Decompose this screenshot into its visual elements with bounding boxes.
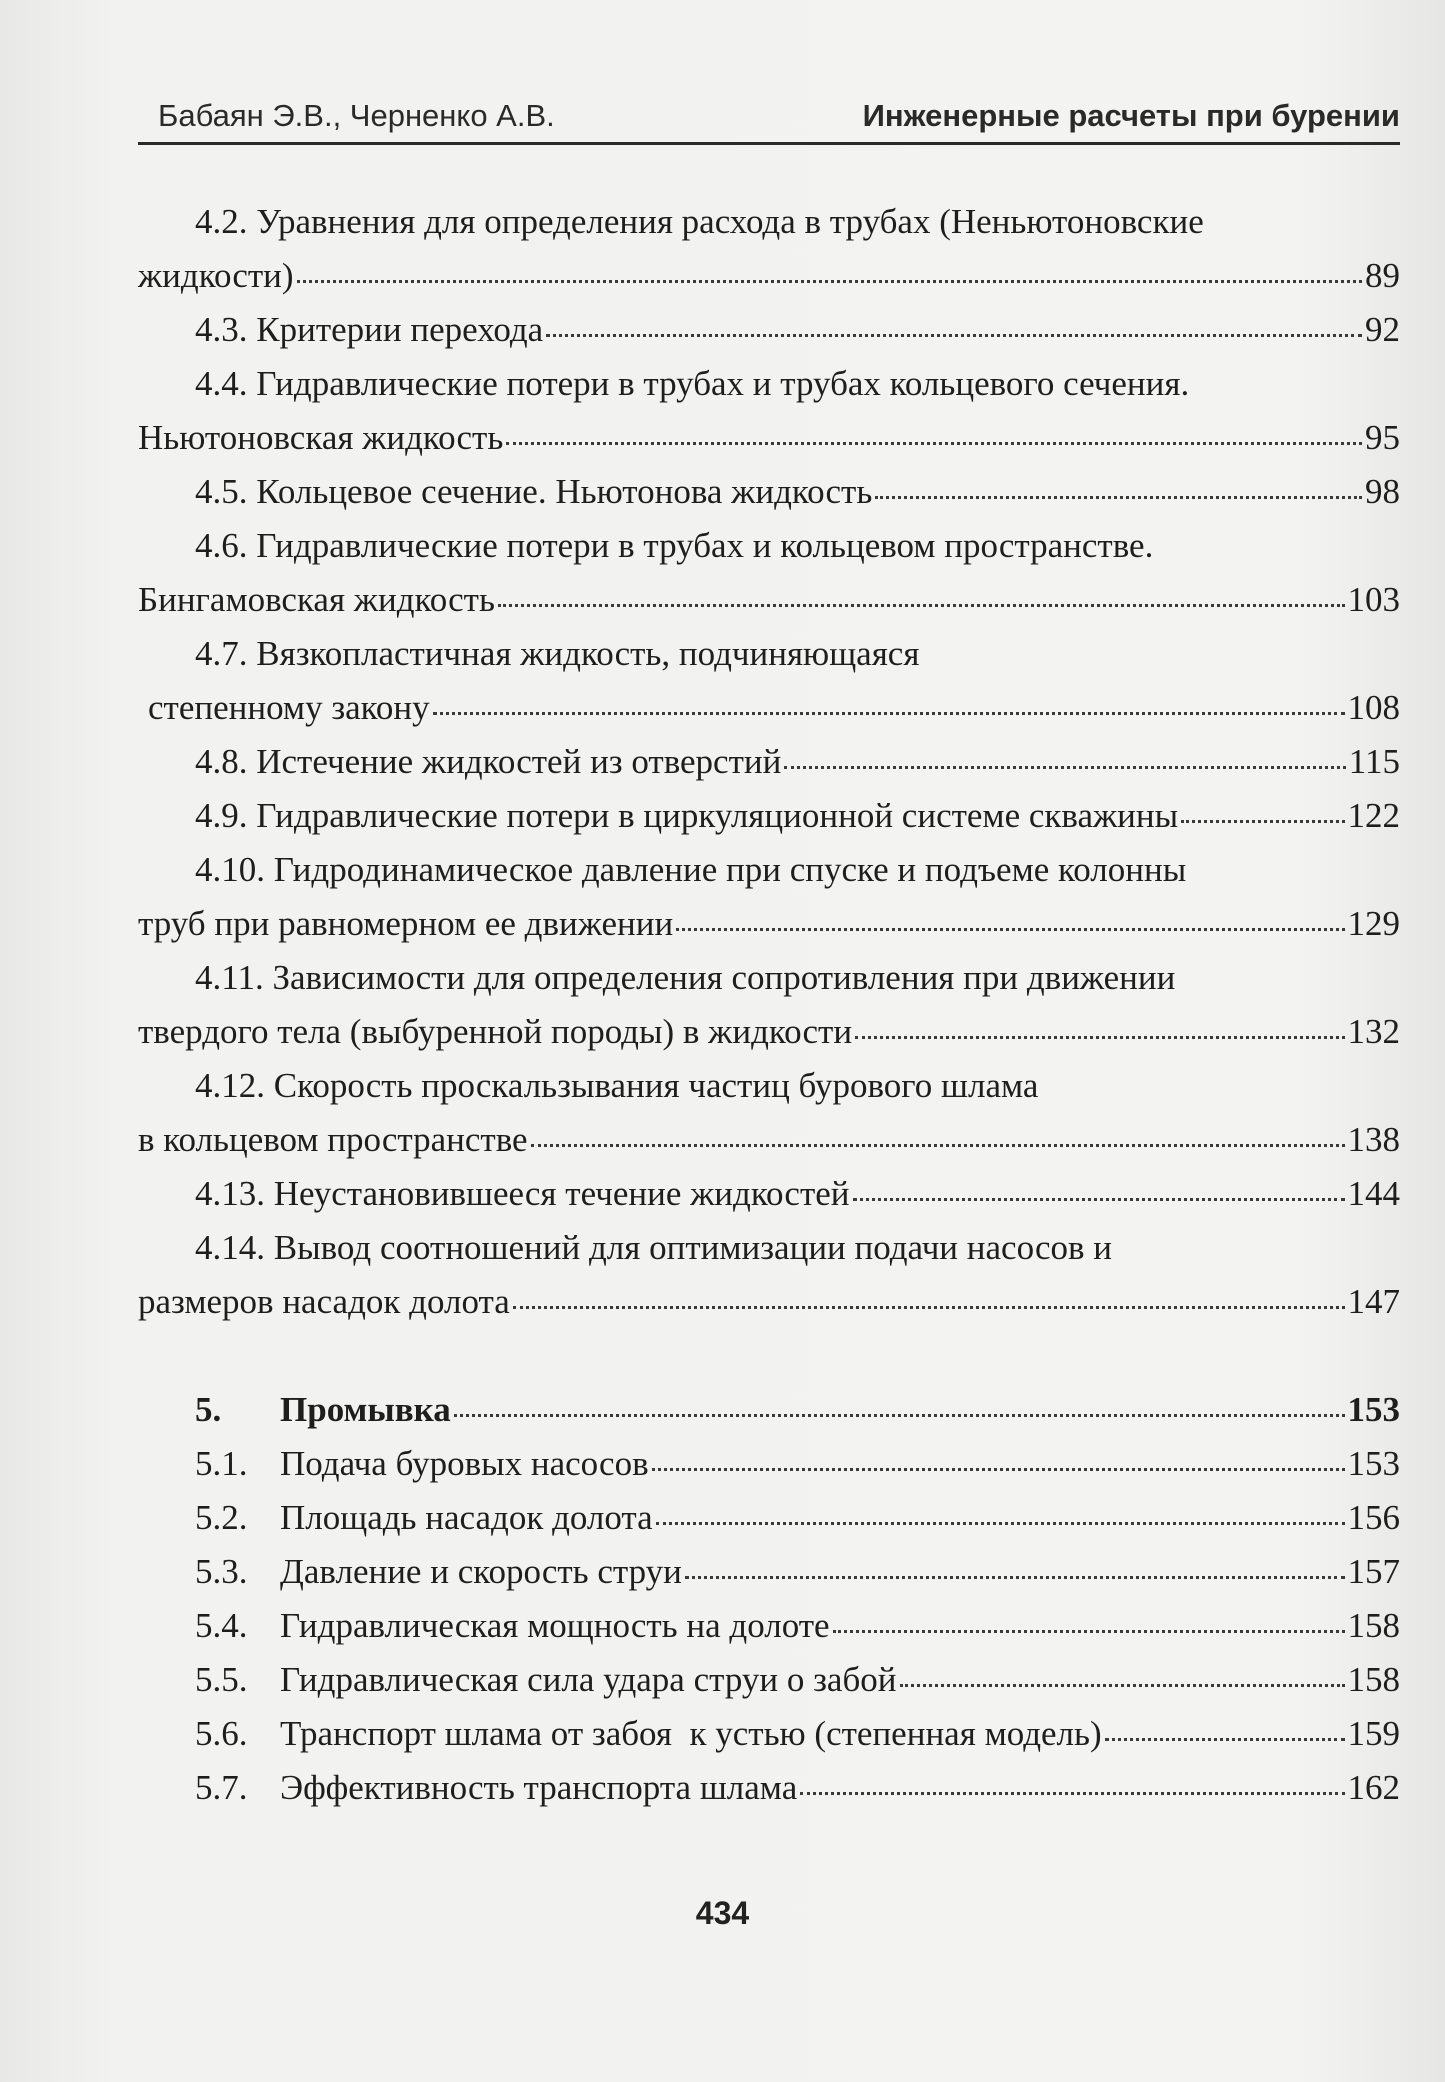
toc-page: 92 <box>1365 310 1400 349</box>
toc-entry-4-10-line1 <box>138 843 1400 897</box>
toc-title: Истечение жидкостей из отверстий <box>256 742 782 781</box>
toc-number: 5. <box>195 1390 222 1429</box>
dot-leader <box>546 334 1362 337</box>
toc-entry-4-11-line2 <box>138 1005 1400 1059</box>
toc-entry-4-8 <box>138 735 1400 789</box>
dot-leader <box>1181 820 1344 823</box>
toc-title-cont: степенному закону <box>148 688 430 727</box>
toc-page: 132 <box>1347 1012 1400 1051</box>
toc-page: 95 <box>1365 418 1400 457</box>
toc-number: 4.13. <box>195 1174 265 1213</box>
page-number: 434 <box>695 1895 750 1931</box>
toc-number: 5.2. <box>195 1498 248 1537</box>
toc-number: 4.10. <box>195 850 265 889</box>
toc-entry-5-1 <box>138 1437 1400 1491</box>
toc-number: 5.3. <box>195 1552 248 1591</box>
toc-title-cont: Ньютоновская жидкость <box>138 418 504 457</box>
toc-title-cont: в кольцевом пространстве <box>138 1120 528 1159</box>
toc-title: Гидравлические потери в трубах и трубах кольцевого сечения. <box>256 364 1190 403</box>
toc-title: Гидравлическая сила удара струи о забой <box>280 1660 897 1699</box>
dot-leader <box>855 1036 1344 1039</box>
toc-title: Эффективность транспорта шлама <box>280 1768 798 1807</box>
toc-entry-5-3 <box>138 1545 1400 1599</box>
toc-page: 122 <box>1347 796 1400 835</box>
toc-number: 5.4. <box>195 1606 248 1645</box>
toc-page: 147 <box>1347 1282 1400 1321</box>
toc-chapter-5 <box>138 1383 1400 1437</box>
toc-entry-4-5 <box>138 465 1400 519</box>
dot-leader <box>1105 1738 1345 1741</box>
toc-number: 4.12. <box>195 1066 265 1105</box>
toc-page: 98 <box>1365 472 1400 511</box>
toc-number: 5.1. <box>195 1444 248 1483</box>
toc-page: 162 <box>1347 1768 1400 1807</box>
toc-page: 115 <box>1348 742 1400 781</box>
toc-entry-4-12-line1 <box>138 1059 1400 1113</box>
toc-title: Гидравлические потери в циркуляционной системе скважины <box>256 796 1179 835</box>
toc-title: Зависимости для определения сопротивления при движении <box>272 958 1176 997</box>
toc-number: 4.8. <box>195 742 248 781</box>
toc-number: 5.6. <box>195 1714 248 1753</box>
toc-entry-5-7 <box>138 1761 1400 1815</box>
toc-page: 103 <box>1347 580 1400 619</box>
toc-title: Подача буровых насосов <box>280 1444 649 1483</box>
dot-leader <box>676 928 1344 931</box>
toc-title-cont: твердого тела (выбуренной породы) в жидкости <box>138 1012 853 1051</box>
toc-number: 4.11. <box>195 958 264 997</box>
toc-entry-4-6-line1 <box>138 519 1400 573</box>
toc-page: 158 <box>1347 1660 1400 1699</box>
toc-page: 108 <box>1347 688 1400 727</box>
dot-leader <box>297 280 1362 283</box>
dot-leader <box>656 1522 1345 1525</box>
toc-page: 144 <box>1347 1174 1400 1213</box>
toc-page: 89 <box>1365 256 1400 295</box>
toc-number: 4.4. <box>195 364 248 403</box>
toc-title: Давление и скорость струи <box>280 1552 682 1591</box>
toc-title-cont: труб при равномерном ее движении <box>138 904 674 943</box>
dot-leader <box>506 442 1362 445</box>
header-authors: Бабаян Э.В., Черненко А.В. <box>158 98 555 133</box>
toc-entry-4-12-line2 <box>138 1113 1400 1167</box>
table-of-contents <box>138 195 1400 1815</box>
toc-number: 4.6. <box>195 526 248 565</box>
header-book-title: Инженерные расчеты при бурении <box>862 98 1400 133</box>
toc-page: 156 <box>1347 1498 1400 1537</box>
toc-number: 4.9. <box>195 796 248 835</box>
toc-page: 153 <box>1347 1390 1400 1429</box>
toc-entry-4-4-line1 <box>138 357 1400 411</box>
toc-entry-5-6 <box>138 1707 1400 1761</box>
toc-entry-4-3 <box>138 303 1400 357</box>
dot-leader <box>800 1792 1344 1795</box>
toc-entry-4-7-line1 <box>138 627 1400 681</box>
toc-title: Неустановившееся течение жидкостей <box>273 1174 850 1213</box>
dot-leader <box>875 496 1362 499</box>
dot-leader <box>433 712 1345 715</box>
toc-entry-4-9 <box>138 789 1400 843</box>
toc-entry-4-6-line2 <box>138 573 1400 627</box>
dot-leader <box>513 1306 1345 1309</box>
toc-title: Гидравлические потери в трубах и кольцевом пространстве. <box>256 526 1154 565</box>
toc-page: 158 <box>1347 1606 1400 1645</box>
toc-number: 4.2. <box>195 202 248 241</box>
toc-entry-4-14-line1 <box>138 1221 1400 1275</box>
dot-leader <box>784 766 1345 769</box>
toc-title: Гидродинамическое давление при спуске и подъеме колонны <box>273 850 1187 889</box>
toc-title: Вывод соотношений для оптимизации подачи насосов и <box>273 1228 1112 1267</box>
toc-number: 4.3. <box>195 310 248 349</box>
toc-title-cont: размеров насадок долота <box>138 1282 510 1321</box>
toc-title: Транспорт шлама от забоя к устью (степенная модель) <box>280 1714 1102 1753</box>
toc-entry-5-2 <box>138 1491 1400 1545</box>
toc-number: 4.14. <box>195 1228 265 1267</box>
dot-leader <box>833 1630 1345 1633</box>
toc-entry-4-11-line1 <box>138 951 1400 1005</box>
toc-title: Кольцевое сечение. Ньютонова жидкость <box>256 472 873 511</box>
toc-page: 138 <box>1347 1120 1400 1159</box>
toc-number: 4.5. <box>195 472 248 511</box>
dot-leader <box>652 1468 1345 1471</box>
dot-leader <box>498 604 1345 607</box>
toc-entry-4-2-line2 <box>138 249 1400 303</box>
toc-number: 5.7. <box>195 1768 248 1807</box>
toc-entry-4-7-line2 <box>138 681 1400 735</box>
toc-entry-5-5 <box>138 1653 1400 1707</box>
toc-title: Гидравлическая мощность на долоте <box>280 1606 830 1645</box>
toc-entry-4-10-line2 <box>138 897 1400 951</box>
dot-leader <box>900 1684 1345 1687</box>
toc-title: Скорость проскальзывания частиц бурового шлама <box>273 1066 1039 1105</box>
toc-entry-4-2-line1 <box>138 195 1400 249</box>
toc-number: 4.7. <box>195 634 248 673</box>
toc-page: 129 <box>1347 904 1400 943</box>
toc-page: 157 <box>1347 1552 1400 1591</box>
toc-title: Вязкопластичная жидкость, подчиняющаяся <box>256 634 920 673</box>
toc-title: Уравнения для определения расхода в трубах (Неньютоновские <box>256 202 1204 241</box>
toc-title-cont: Бингамовская жидкость <box>138 580 495 619</box>
toc-title: Критерии перехода <box>256 310 544 349</box>
dot-leader <box>685 1576 1345 1579</box>
toc-number: 5.5. <box>195 1660 248 1699</box>
dot-leader <box>531 1144 1345 1147</box>
toc-page: 159 <box>1347 1714 1400 1753</box>
toc-title-cont: жидкости) <box>138 256 294 295</box>
running-header <box>138 96 1400 145</box>
dot-leader <box>853 1198 1345 1201</box>
dot-leader <box>454 1414 1345 1417</box>
toc-entry-4-4-line2 <box>138 411 1400 465</box>
toc-title: Площадь насадок долота <box>280 1498 653 1537</box>
toc-entry-5-4 <box>138 1599 1400 1653</box>
toc-entry-4-14-line2 <box>138 1275 1400 1329</box>
toc-title: Промывка <box>280 1390 451 1429</box>
toc-page: 153 <box>1347 1444 1400 1483</box>
spacer <box>138 1329 1400 1383</box>
toc-entry-4-13 <box>138 1167 1400 1221</box>
